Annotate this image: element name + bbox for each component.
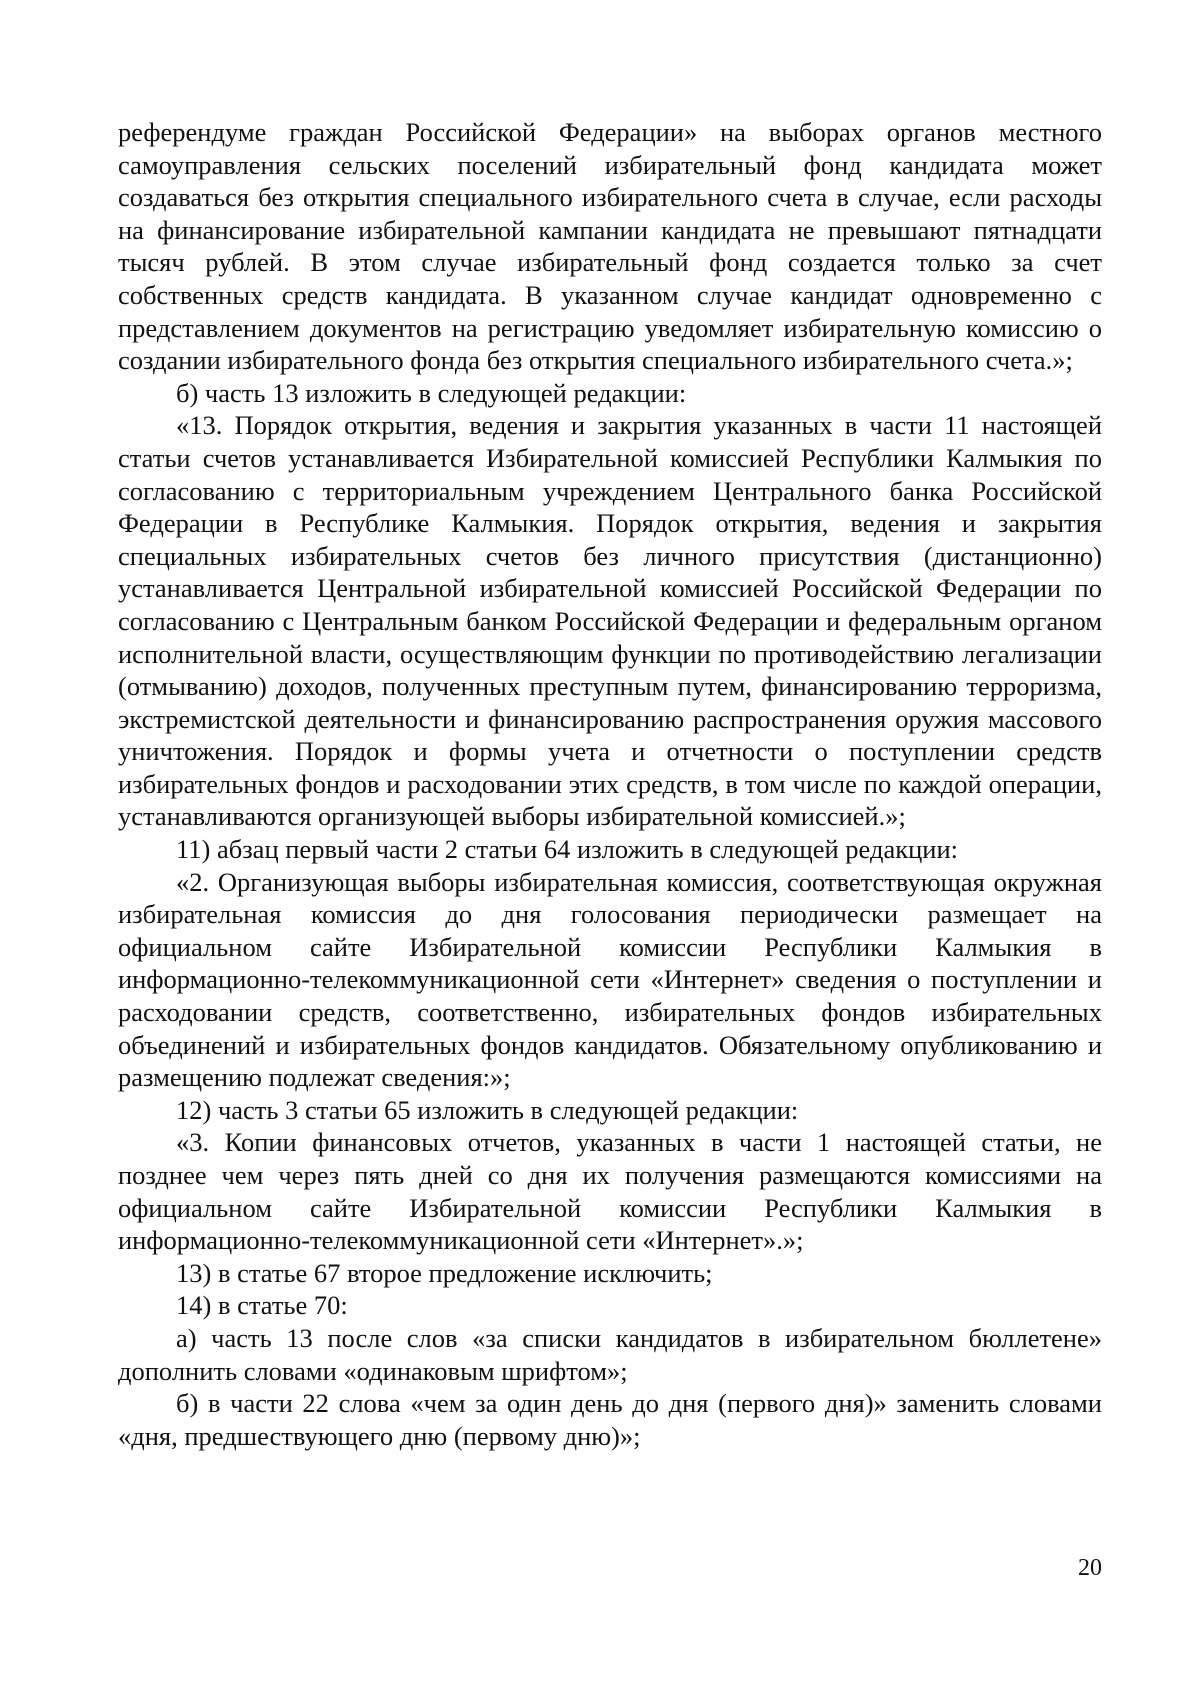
paragraph-part-13-text: «13. Порядок открытия, ведения и закрытия указанных в части 11 настоящей статьи счетов устанавливается Избирательной комиссией Республики Калмыкия по согласованию с территориальным учреждением Центрального банка Российской Федерации в Республике Калмыкия. Порядок открытия, ведения и закрытия специальных избирательных счетов без личного присутствия (дистанционно) устанавливается Центральной избирательной комиссией Российской Федерации по согласованию с Центральным банком Российской Федерации и федеральным органом исполнительной власти, осуществляющим функции по противодействию легализации (отмыванию) доходов, полученных преступным путем, финансированию терроризма, экстремистской деятельности и финансированию распространения оружия массового уничтожения. Порядок и формы учета и отчетности о поступлении средств избирательных фондов и расходовании этих средств, в том числе по каждой операции, устанавливаются организующей выборы избирательной комиссией.»; <box>118 410 1102 832</box>
paragraph-part-3-text: «3. Копии финансовых отчетов, указанных в части 1 настоящей статьи, не позднее чем через пять дней со дня их получения размещаются комиссиями на официальном сайте Избирательной комиссии Республики Калмыкия в информационно-телекоммуникационной сети «Интернет».»; <box>118 1127 1102 1256</box>
paragraph-item-14-b: б) в части 22 слова «чем за один день до дня (первого дня)» заменить словами «дня, предшествующего дню (первому дню)»; <box>118 1388 1102 1451</box>
paragraph-continuation: референдуме граждан Российской Федерации» на выборах органов местного самоуправления сельских поселений избирательный фонд кандидата может создаваться без открытия специального избирательного счета в случае, если расходы на финансирование избирательной кампании кандидата не превышают пятнадцати тысяч рублей. В этом случае избирательный фонд создается только за счет собственных средств кандидата. В указанном случае кандидат одновременно с представлением документов на регистрацию уведомляет избирательную комиссию о создании избирательного фонда без открытия специального избирательного счета.»; <box>118 117 1102 376</box>
paragraph-item-14-a: а) часть 13 после слов «за списки кандидатов в избирательном бюллетене» дополнить словами «одинаковым шрифтом»; <box>118 1322 1102 1386</box>
paragraph-item-14: 14) в статье 70: <box>176 1290 348 1321</box>
paragraph-item-11: 11) абзац первый части 2 статьи 64 изложить в следующей редакции: <box>176 834 958 865</box>
paragraph-item-12: 12) часть 3 статьи 65 изложить в следующей редакции: <box>176 1094 799 1125</box>
paragraph-part-2-text: «2. Организующая выборы избирательная комиссия, соответствующая окружная избирательная комиссия до дня голосования периодически размещает на официальном сайте Избирательной комиссии Республики Калмыкия в информационно-телекоммуникационной сети «Интернет» сведения о поступлении и расходовании средств, соответственно, избирательных фондов избирательных объединений и избирательных фондов кандидатов. Обязательному опубликованию и размещению подлежат сведения:»; <box>118 866 1102 1093</box>
paragraph-amendment-b-part-13: б) часть 13 изложить в следующей редакции: <box>176 377 687 408</box>
document-body <box>118 116 1102 1452</box>
page-number: 20 <box>1078 1555 1102 1581</box>
paragraph-item-13: 13) в статье 67 второе предложение исключить; <box>176 1257 713 1288</box>
